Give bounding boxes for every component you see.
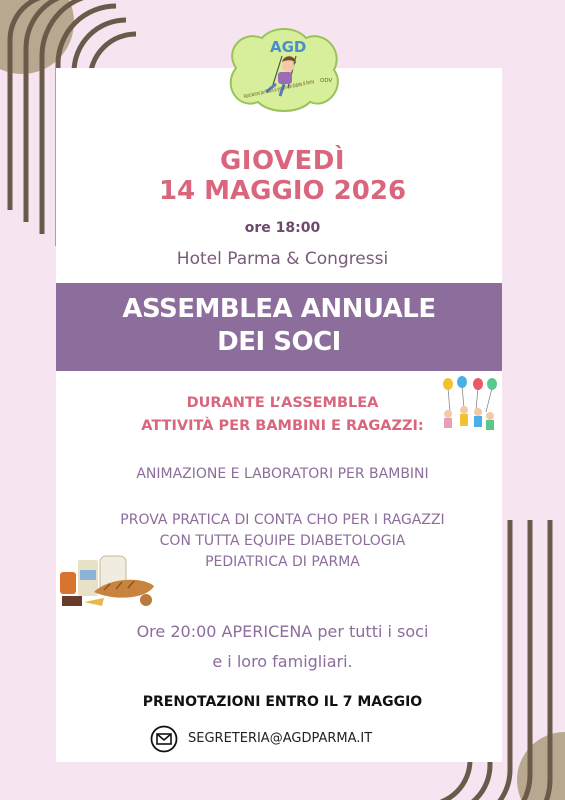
agd-logo — [224, 28, 344, 112]
apericena-line-2: e i loro famigliari. — [212, 652, 353, 671]
event-day: GIOVEDÌ — [219, 146, 346, 176]
activity-cho-line-1: PROVA PRATICA DI CONTA CHO PER I RAGAZZI — [120, 512, 445, 528]
logo-suffix: ODV — [320, 78, 333, 84]
bakery-food-icon — [58, 550, 158, 612]
activities-heading-line-2: ATTIVITÀ PER BAMBINI E RAGAZZI: — [141, 418, 424, 434]
event-venue: Hotel Parma & Congressi — [176, 249, 389, 269]
envelope-icon — [150, 725, 178, 753]
activities-heading-line-1: DURANTE L’ASSEMBLEA — [186, 395, 379, 411]
banner-title-line-1: ASSEMBLEA ANNUALE — [122, 294, 436, 324]
corner-circle-bottom-right — [517, 732, 565, 800]
apericena-line-1: Ore 20:00 APERICENA per tutti i soci — [136, 622, 429, 641]
booking-deadline: PRENOTAZIONI ENTRO IL 7 MAGGIO — [142, 694, 423, 710]
activity-cho-line-3: PEDIATRICA DI PARMA — [205, 554, 360, 570]
event-date: 14 MAGGIO 2026 — [158, 176, 407, 206]
title-banner — [56, 283, 502, 371]
event-time: ore 18:00 — [244, 220, 321, 236]
banner-title-line-2: DEI SOCI — [217, 327, 341, 357]
contact-email[interactable]: SEGRETERIA@AGDPARMA.IT — [188, 731, 373, 746]
activity-animation: ANIMAZIONE E LABORATORI PER BAMBINI — [136, 466, 429, 482]
activity-cho-line-2: CON TUTTA EQUIPE DIABETOLOGIA — [159, 533, 406, 549]
logo-name: AGD — [270, 38, 307, 56]
